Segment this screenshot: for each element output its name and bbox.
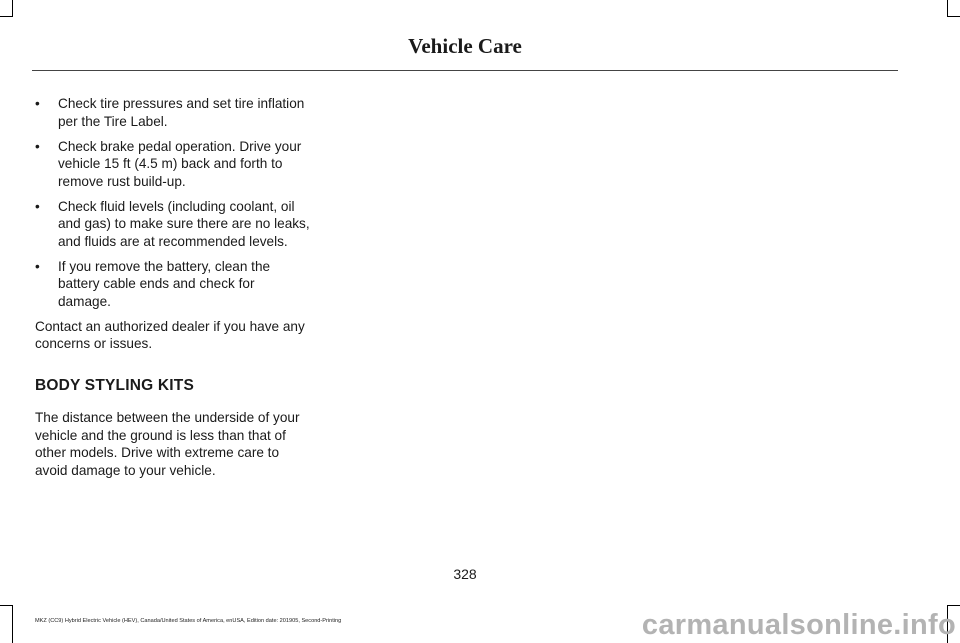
header-divider <box>32 70 898 71</box>
bullet-icon: • <box>35 138 40 154</box>
bullet-icon: • <box>35 96 40 111</box>
section-body: The distance between the underside of your vehicle and the ground is less than that of other models. Drive with extreme care to avoid damage to your vehicle. <box>35 410 300 478</box>
page-number: 328 <box>453 566 477 582</box>
crop-mark-top-right <box>947 0 948 17</box>
watermark-logo: carmanualsonline.info <box>641 609 956 641</box>
list-item-text: Check tire pressures and set tire inflation per the Tire Label. <box>58 96 305 129</box>
crop-mark-bottom-left <box>12 605 13 643</box>
list-item <box>35 95 310 130</box>
list-item <box>35 258 310 311</box>
list-item-text: Check fluid levels (including coolant, oil and gas) to make sure there are no leaks, and fluids are at recommended levels. <box>58 198 310 249</box>
contact-paragraph: Contact an authorized dealer if you have any concerns or issues. <box>35 318 305 351</box>
crop-mark-top-left <box>0 16 13 17</box>
footer-edition-text: MKZ (CC9) Hybrid Electric Vehicle (HEV), Canada/United States of America, enUSA, Edition date: 201905, Second-Printing <box>35 618 342 624</box>
crop-mark-top-left <box>12 0 13 17</box>
crop-mark-bottom-left <box>0 605 13 606</box>
list-item <box>35 198 310 251</box>
section-heading: BODY STYLING KITS <box>35 376 194 394</box>
list-item-text: If you remove the battery, clean the battery cable ends and check for damage. <box>58 258 271 309</box>
page-title: Vehicle Care <box>408 34 522 58</box>
bullet-icon: • <box>35 258 40 274</box>
list-item <box>35 138 310 191</box>
bullet-list <box>35 95 310 310</box>
bullet-icon: • <box>35 198 40 214</box>
main-content <box>35 95 310 479</box>
crop-mark-bottom-right <box>947 605 960 606</box>
list-item-text: Check brake pedal operation. Drive your vehicle 15 ft (4.5 m) back and forth to remove rust build-up. <box>58 138 302 189</box>
crop-mark-top-right <box>947 16 960 17</box>
